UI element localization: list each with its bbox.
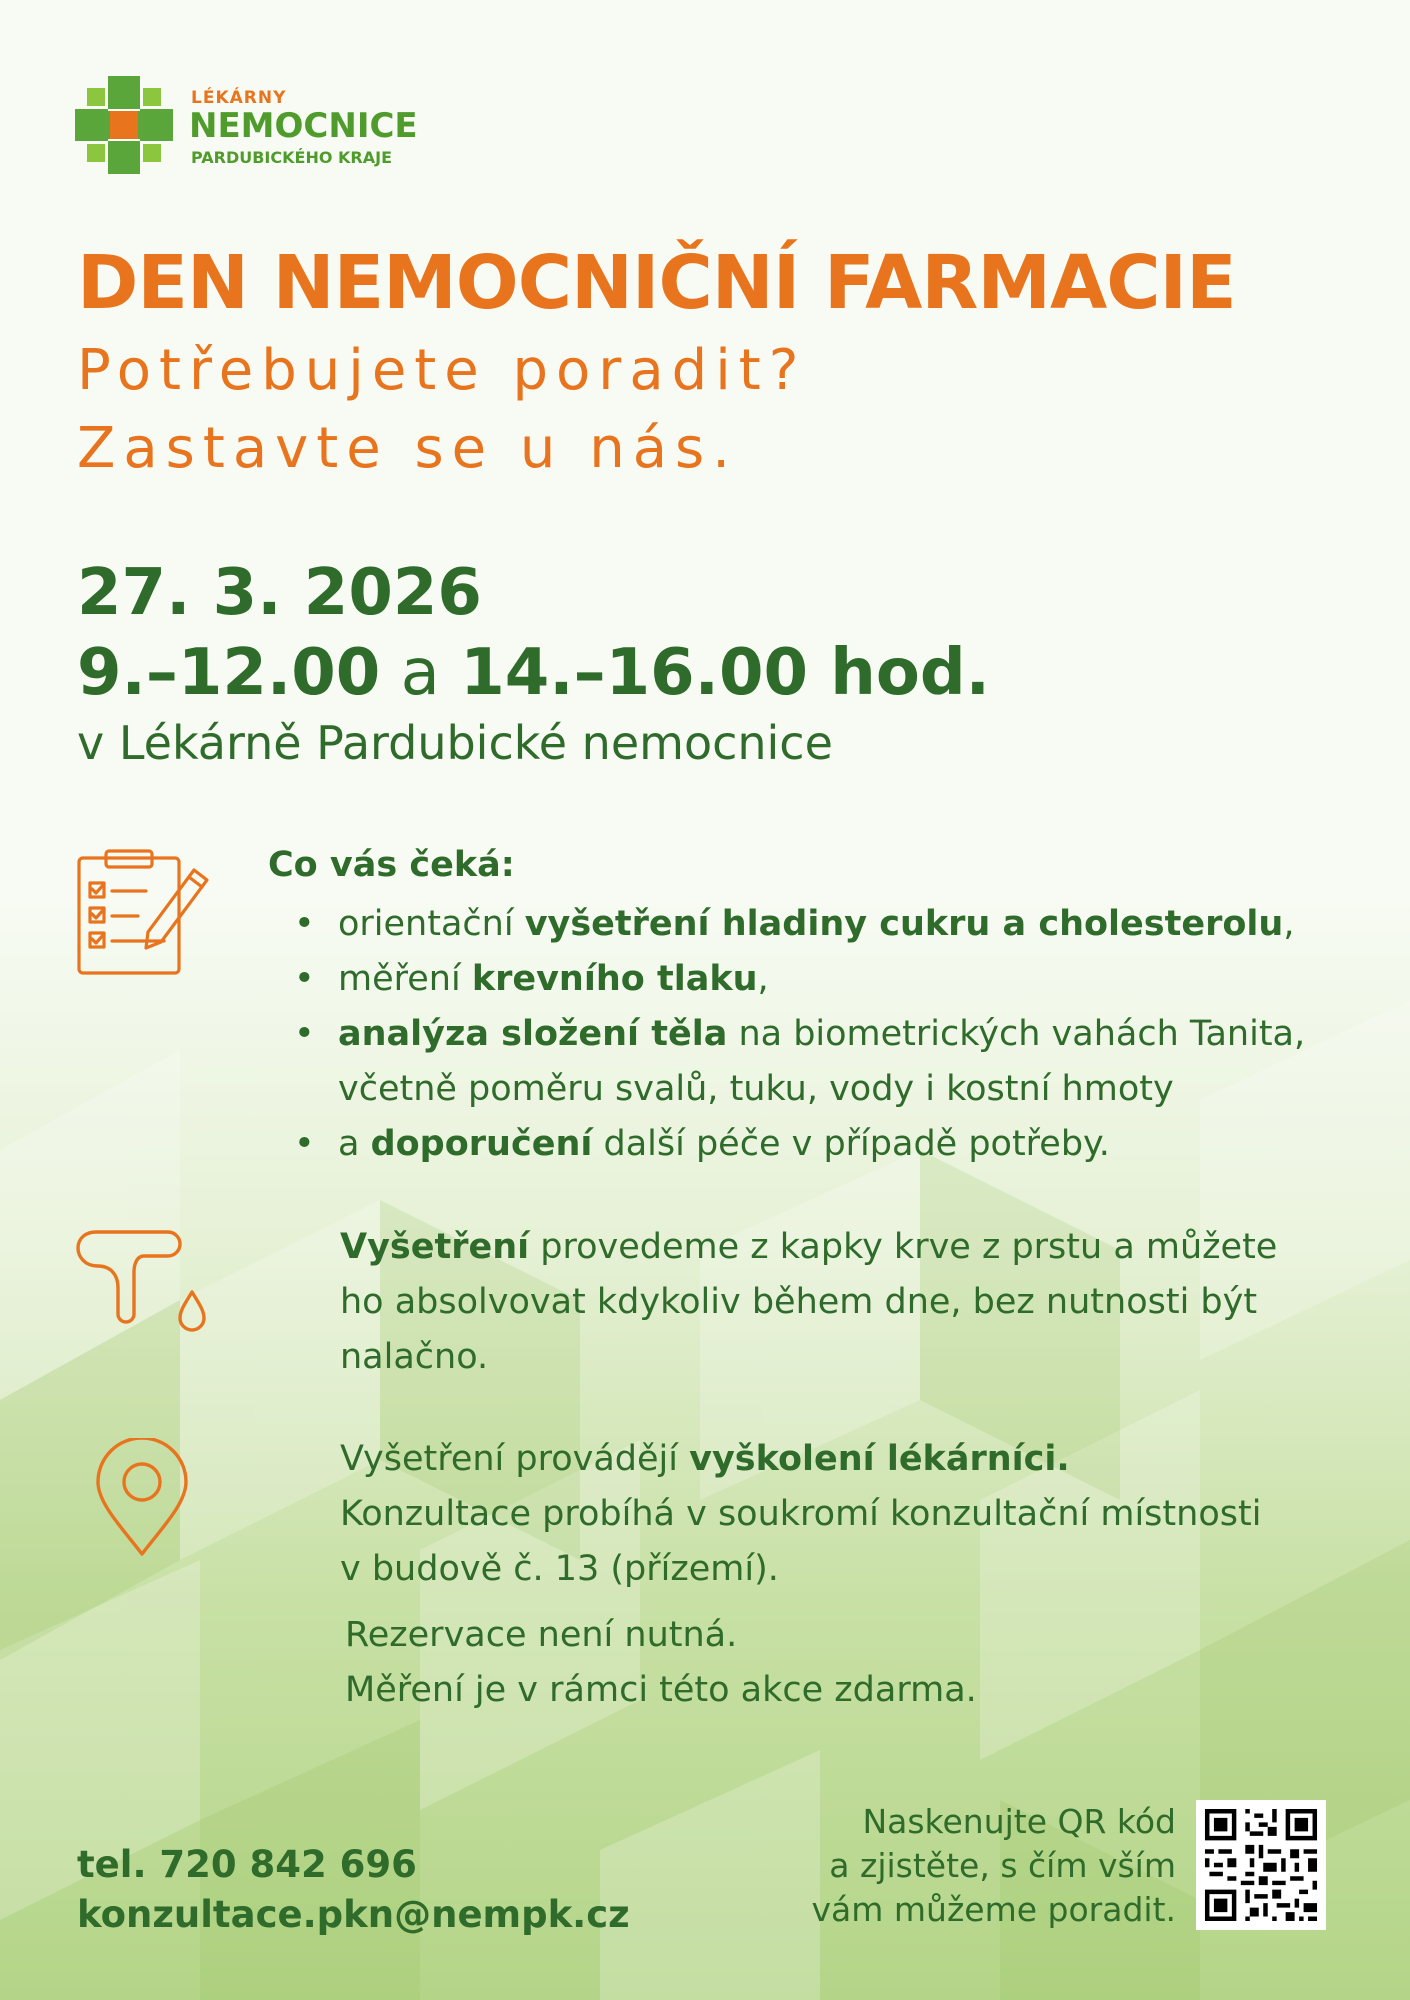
event-time xyxy=(77,636,990,710)
list-item: • orientační vyšetření hladiny cukru a cholesterolu, xyxy=(290,897,1305,952)
bullet: • xyxy=(294,959,315,999)
location-paragraph: Vyšetření provádějí vyškolení lékárníci. Konzultace probíhá v soukromí konzultační místnosti v budově č. 13 (přízemí). xyxy=(340,1439,1262,1589)
qr-code[interactable] xyxy=(1196,1800,1326,1930)
email-link[interactable]: konzultace.pkn@nempk.cz xyxy=(77,1893,630,1936)
time-conjunction: a xyxy=(380,636,461,710)
subtitle-1: Potřebujete poradit? xyxy=(77,338,807,403)
event-date: 27. 3. 2026 xyxy=(77,556,482,630)
event-place: v Lékárně Pardubické nemocnice xyxy=(77,716,833,770)
qr-caption: Naskenujte QR kód a zjistěte, s čím vším vám můžeme poradit. xyxy=(811,1802,1176,1929)
time-morning: 9.–12.00 xyxy=(77,636,381,710)
bullet: • xyxy=(294,1124,315,1164)
free-note: Měření je v rámci této akce zdarma. xyxy=(345,1670,977,1710)
list-item-continuation: včetně poměru svalů, tuku, vody i kostní hmoty xyxy=(338,1069,1174,1109)
blood-drop-finger-icon xyxy=(76,1226,216,1336)
list-item: • a doporučení další péče v případě potřeby. xyxy=(290,1117,1305,1172)
bullet: • xyxy=(294,1014,315,1054)
phone-link[interactable]: tel. 720 842 696 xyxy=(77,1843,417,1886)
clipboard-checklist-icon xyxy=(76,848,212,978)
cross-logo-icon xyxy=(75,76,173,174)
time-afternoon: 14.–16.00 hod. xyxy=(460,636,990,710)
exam-paragraph: Vyšetření provedeme z kapky krve z prstu a můžete ho absolvovat kdykoliv během dne, bez nutnosti být nalačno. xyxy=(340,1227,1278,1377)
logo-line-3: PARDUBICKÉHO KRAJE xyxy=(191,148,392,167)
notes-paragraph xyxy=(345,1608,977,1718)
logo-line-1: LÉKÁRNY xyxy=(191,88,287,108)
logo xyxy=(75,76,435,176)
list-item: • měření krevního tlaku, xyxy=(290,952,1305,1007)
offer-list xyxy=(290,897,1305,1172)
contact-block xyxy=(77,1840,630,1940)
bullet: • xyxy=(294,904,315,944)
location-pin-icon xyxy=(94,1438,190,1558)
subtitle-2: Zastavte se u nás. xyxy=(77,416,738,481)
reservation-note: Rezervace není nutná. xyxy=(345,1615,738,1655)
page-title: DEN NEMOCNIČNÍ FARMACIE xyxy=(77,240,1236,326)
list-item: • analýza složení těla na biometrických vahách Tanita, xyxy=(290,1007,1305,1062)
offer-heading: Co vás čeká: xyxy=(268,845,515,885)
logo-line-2: NEMOCNICE xyxy=(189,106,418,146)
